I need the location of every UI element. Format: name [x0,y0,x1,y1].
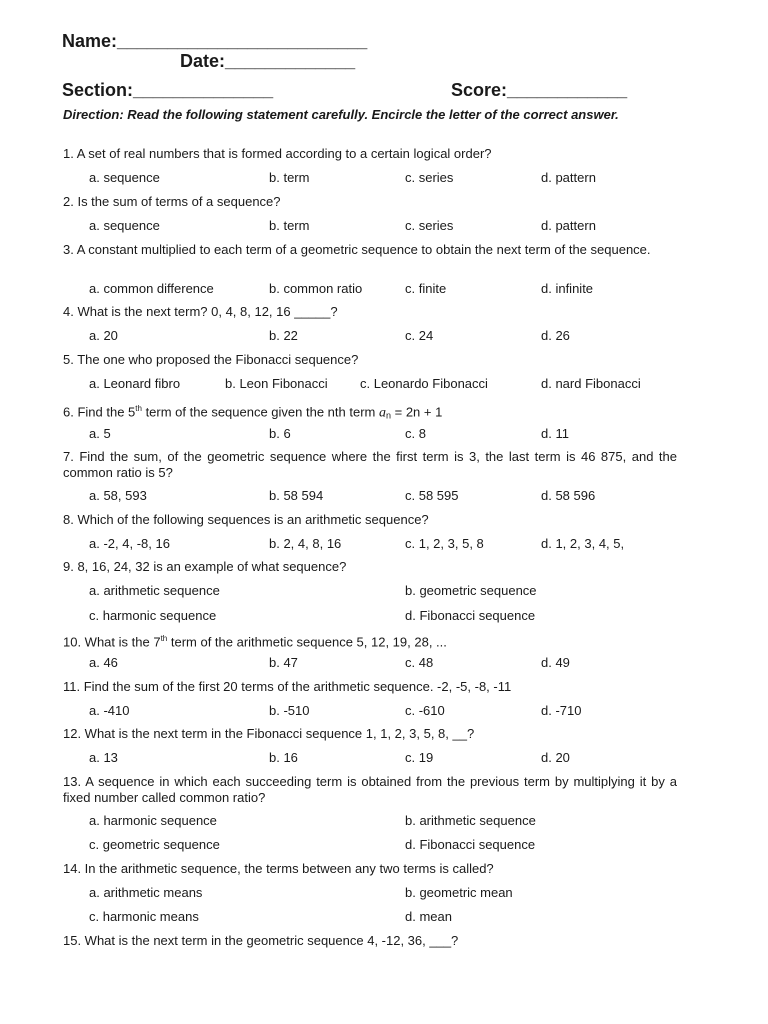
option-1a: a. sequence [89,170,160,185]
option-3b: b. common ratio [269,281,363,296]
question-5: 5. The one who proposed the Fibonacci sequence? [63,352,359,367]
option-9a: a. arithmetic sequence [89,583,220,598]
option-11d: d. -710 [541,703,582,718]
section-field: Section:______________ [62,80,274,100]
option-9d: d. Fibonacci sequence [405,608,536,623]
date-field: Date:_____________ [180,51,356,71]
option-7a: a. 58, 593 [89,488,147,503]
option-6d: d. 11 [541,426,569,441]
option-13c: c. geometric sequence [89,837,220,852]
option-5c: c. Leonardo Fibonacci [360,376,488,391]
option-8c: c. 1, 2, 3, 5, 8 [405,536,484,551]
option-5a: a. Leonard fibro [89,376,181,391]
option-3a: a. common difference [89,281,214,296]
option-11b: b. -510 [269,703,310,718]
option-8a: a. -2, 4, -8, 16 [89,536,170,551]
option-3c: c. finite [405,281,447,296]
option-14a: a. arithmetic means [89,885,203,900]
option-13b: b. arithmetic sequence [405,813,536,828]
option-10c: c. 48 [405,655,434,670]
question-10: 10. What is the 7th term of the arithmetic sequence 5, 12, 19, 28, ... [63,634,447,650]
option-13a: a. harmonic sequence [89,813,217,828]
option-13d: d. Fibonacci sequence [405,837,536,852]
option-4b: b. 22 [269,328,298,343]
option-10b: b. 47 [269,655,298,670]
option-8d: d. 1, 2, 3, 4, 5, [541,536,625,551]
option-11a: a. -410 [89,703,130,718]
option-1d: d. pattern [541,170,596,185]
option-4a: a. 20 [89,328,118,343]
question-4: 4. What is the next term? 0, 4, 8, 12, 16 _____? [63,304,338,319]
option-14c: c. harmonic means [89,909,199,924]
option-2a: a. sequence [89,218,160,233]
option-6b: b. 6 [269,426,291,441]
question-1: 1. A set of real numbers that is formed according to a certain logical order? [63,146,492,161]
question-15: 15. What is the next term in the geometric sequence 4, -12, 36, ___? [63,933,459,948]
option-6a: a. 5 [89,426,111,441]
question-2: 2. Is the sum of terms of a sequence? [63,194,281,209]
question-11: 11. Find the sum of the first 20 terms of the arithmetic sequence. -2, -5, -8, -11 [63,679,512,694]
option-8b: b. 2, 4, 8, 16 [269,536,342,551]
option-7b: b. 58 594 [269,488,324,503]
option-12c: c. 19 [405,750,434,765]
question-14: 14. In the arithmetic sequence, the terms between any two terms is called? [63,861,494,876]
option-12b: b. 16 [269,750,298,765]
option-1b: b. term [269,170,310,185]
option-9c: c. harmonic sequence [89,608,217,623]
option-5b: b. Leon Fibonacci [225,376,328,391]
option-4d: d. 26 [541,328,570,343]
option-14d: d. mean [405,909,452,924]
option-9b: b. geometric sequence [405,583,537,598]
option-4c: c. 24 [405,328,434,343]
question-13: 13. A sequence in which each succeeding term is obtained from the previous term by multiplying it by a fixed number called common ratio? [63,774,677,805]
option-1c: c. series [405,170,454,185]
option-11c: c. -610 [405,703,445,718]
option-2c: c. series [405,218,454,233]
question-3: 3. A constant multiplied to each term of a geometric sequence to obtain the next term of the sequence. [63,242,651,257]
option-7c: c. 58 595 [405,488,459,503]
direction-text: Direction: Read the following statement carefully. Encircle the letter of the correct answer. [63,107,619,122]
question-8: 8. Which of the following sequences is an arithmetic sequence? [63,512,429,527]
option-5d: d. nard Fibonacci [541,376,641,391]
question-9: 9. 8, 16, 24, 32 is an example of what sequence? [63,559,347,574]
score-field: Score:____________ [451,80,628,100]
question-12: 12. What is the next term in the Fibonacci sequence 1, 1, 2, 3, 5, 8, __? [63,726,475,741]
option-12a: a. 13 [89,750,118,765]
question-7: 7. Find the sum, of the geometric sequence where the first term is 3, the last term is 46 875, and the common ratio is 5? [63,449,677,480]
option-6c: c. 8 [405,426,426,441]
option-10d: d. 49 [541,655,570,670]
option-12d: d. 20 [541,750,570,765]
option-3d: d. infinite [541,281,594,296]
option-2d: d. pattern [541,218,596,233]
option-2b: b. term [269,218,310,233]
option-14b: b. geometric mean [405,885,513,900]
option-10a: a. 46 [89,655,118,670]
name-field: Name:_________________________ [62,31,368,51]
option-7d: d. 58 596 [541,488,596,503]
question-6: 6. Find the 5th term of the sequence given the nth term $a_n = 2n + 1$ [63,404,443,421]
